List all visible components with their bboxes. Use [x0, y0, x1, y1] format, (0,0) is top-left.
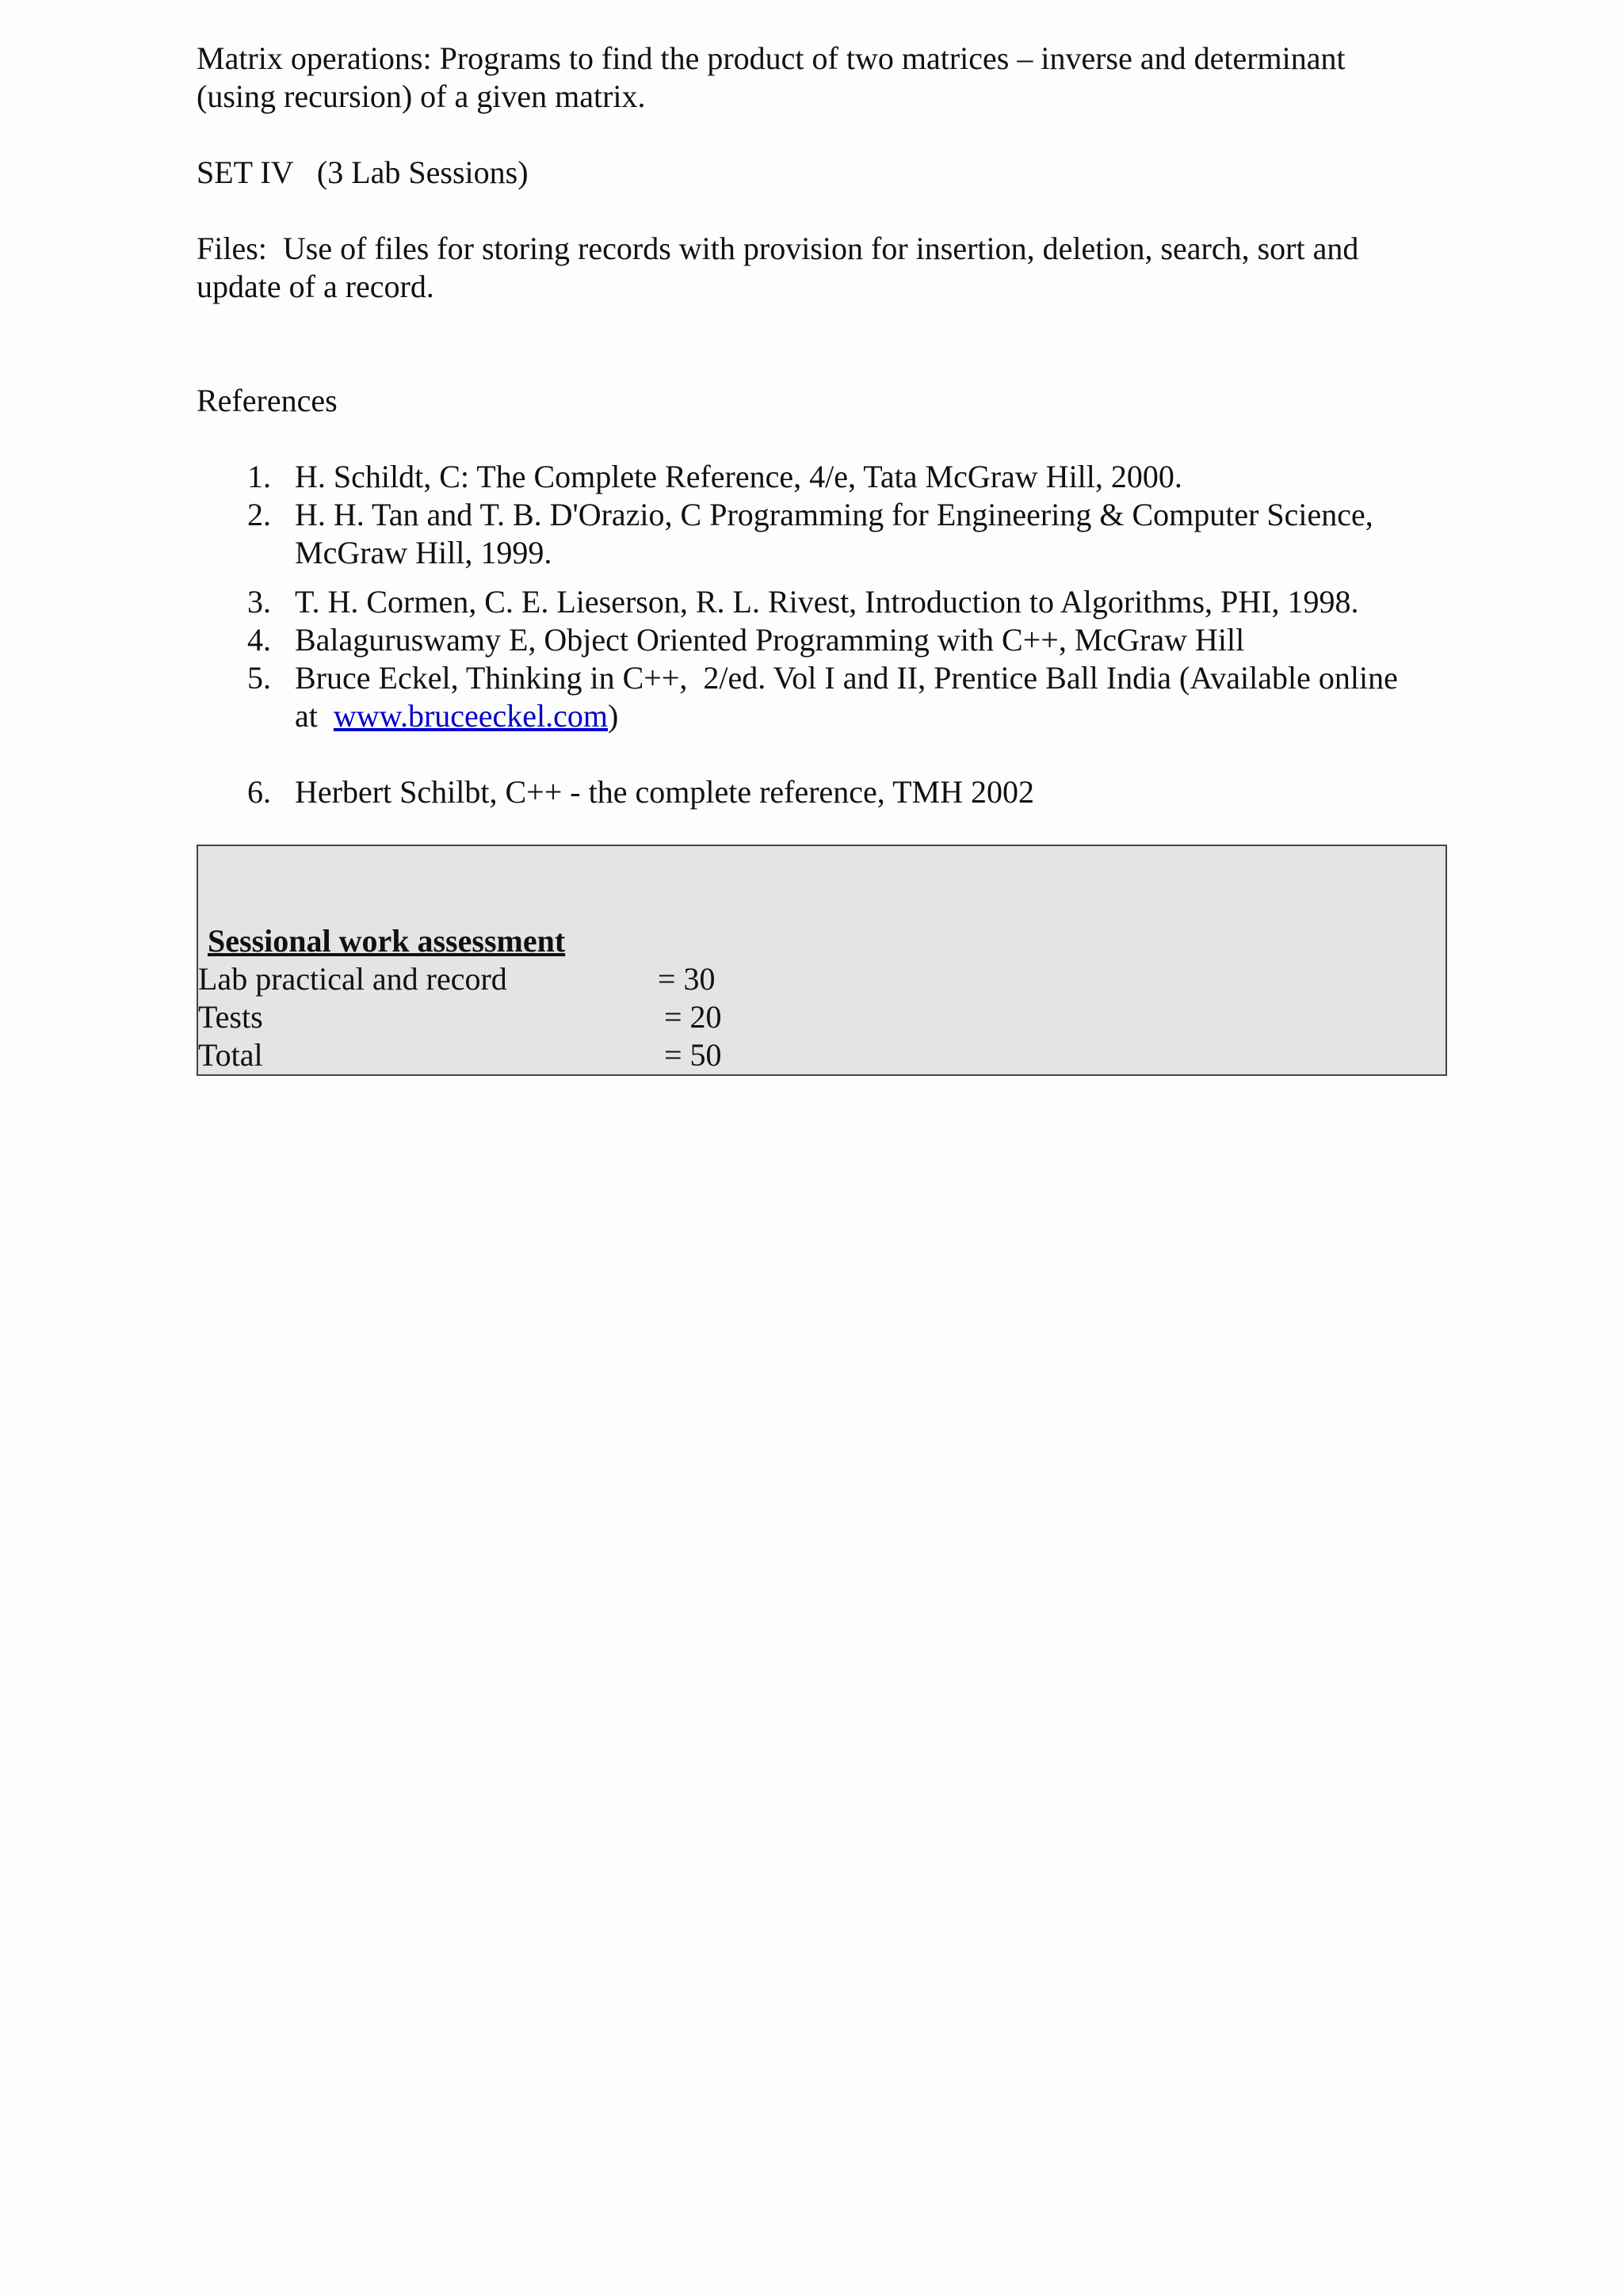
reference-number: 6. [247, 774, 271, 810]
reference-text-continued: McGraw Hill, 1999. [295, 535, 552, 570]
assessment-row-value: = 30 [658, 961, 716, 997]
reference-text: Bruce Eckel, Thinking in C++, 2/ed. Vol I and II, Prentice Ball India (Available online [295, 660, 1398, 696]
assessment-row-label: Tests [198, 999, 263, 1035]
reference-text: Herbert Schilbt, C++ - the complete reference, TMH 2002 [295, 774, 1034, 810]
reference-number: 3. [247, 584, 271, 620]
assessment-title: Sessional work assessment [208, 923, 566, 959]
sessional-assessment-box [197, 845, 1447, 1076]
reference-text: H. Schildt, C: The Complete Reference, 4/e, Tata McGraw Hill, 2000. [295, 459, 1182, 494]
references-heading: References [197, 383, 338, 418]
assessment-row-value: = 50 [664, 1037, 722, 1073]
reference-number: 1. [247, 459, 271, 494]
assessment-row-label: Lab practical and record [198, 961, 507, 997]
files-line-2: update of a record. [197, 269, 434, 304]
assessment-row-value: = 20 [664, 999, 722, 1035]
reference-text: Balaguruswamy E, Object Oriented Programming with C++, McGraw Hill [295, 622, 1245, 658]
reference-link-suffix: ) [608, 698, 619, 734]
bruceeckel-link[interactable]: www.bruceeckel.com [333, 698, 609, 734]
files-line-1: Files: Use of files for storing records with provision for insertion, deletion, search, sort and [197, 231, 1359, 266]
reference-number: 2. [247, 497, 271, 532]
reference-number: 4. [247, 622, 271, 658]
matrix-operations-line-1: Matrix operations: Programs to find the product of two matrices – inverse and determinant [197, 40, 1346, 76]
assessment-row-label: Total [198, 1037, 263, 1073]
matrix-operations-line-2: (using recursion) of a given matrix. [197, 78, 646, 114]
reference-link-prefix: at [295, 698, 334, 734]
reference-number: 5. [247, 660, 271, 696]
matrix-operations-paragraph [197, 40, 1449, 116]
files-paragraph [197, 230, 1449, 306]
reference-text-continued [295, 697, 1452, 735]
reference-text: T. H. Cormen, C. E. Lieserson, R. L. Rivest, Introduction to Algorithms, PHI, 1998. [295, 584, 1359, 620]
reference-text: H. H. Tan and T. B. D'Orazio, C Programming for Engineering & Computer Science, [295, 497, 1373, 532]
set-iv-heading: SET IV (3 Lab Sessions) [197, 154, 529, 190]
